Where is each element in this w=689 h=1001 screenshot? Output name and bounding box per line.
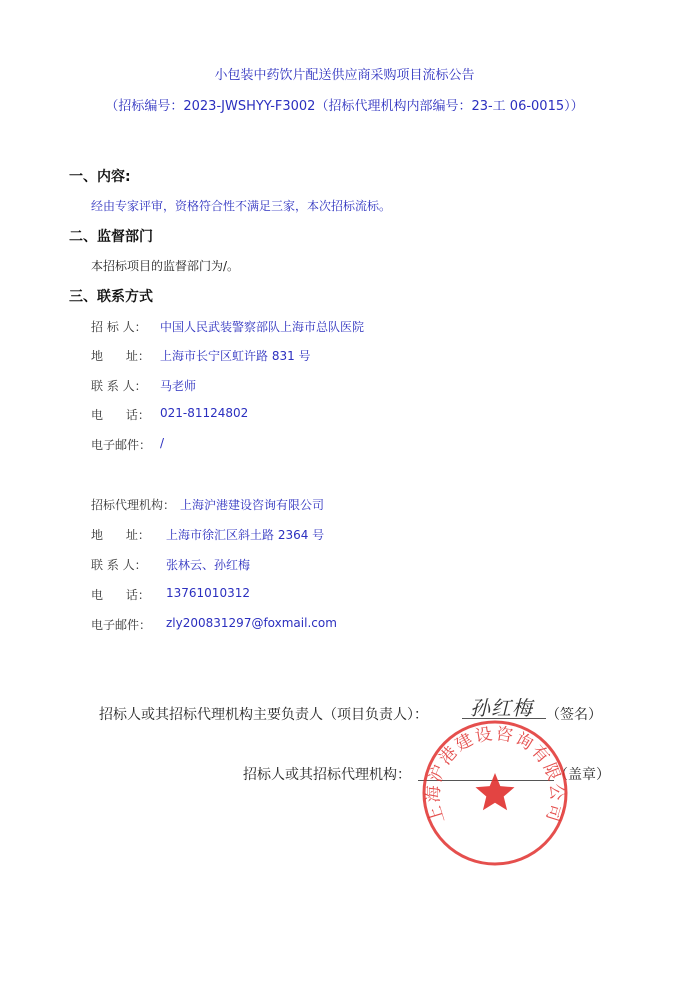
agency-contact: 张林云、孙红梅 — [166, 558, 251, 572]
tenderer-name: 中国人民武装警察部队上海市总队医院 — [160, 320, 365, 334]
sign-note: （签名） — [546, 707, 602, 723]
seal-star-icon — [476, 773, 515, 810]
tenderer-email-label: 电子邮件： — [91, 438, 152, 452]
agency-address: 上海市徐汇区斜土路 2364 号 — [166, 528, 325, 542]
tenderer-name-label: 招 标 人： — [91, 320, 147, 334]
agency-name-label: 招标代理机构： — [91, 498, 176, 512]
responsible-person-label: 招标人或其招标代理机构主要负责人（项目负责人）： — [99, 707, 428, 723]
agency-contact-label: 联 系 人： — [91, 558, 147, 572]
agency-phone: 13761010312 — [166, 586, 250, 600]
tenderer-contact: 马老师 — [160, 379, 197, 393]
seal-note: （盖章） — [554, 767, 610, 783]
page-title: 小包装中药饮片配送供应商采购项目流标公告 — [214, 68, 475, 83]
agency-name: 上海沪港建设咨询有限公司 — [180, 498, 325, 512]
tenderer-phone: 021-81124802 — [160, 406, 249, 420]
section-supervision-heading: 二、监督部门 — [69, 229, 153, 245]
handwritten-signature: 孙红梅 — [470, 696, 533, 720]
seal-text: 上海沪港建设咨询有限公司 — [423, 723, 567, 826]
tenderer-address-label: 地 址： — [91, 349, 150, 363]
tenderer-email: / — [160, 436, 165, 450]
company-seal — [420, 718, 570, 868]
section-contact-heading: 三、联系方式 — [69, 289, 153, 305]
tender-number: （招标编号：2023-JWSHYY-F3002（招标代理机构内部编号：23-工 06-0015）） — [105, 99, 584, 114]
section-content-heading: 一、内容: — [69, 169, 131, 185]
tenderer-phone-label: 电 话： — [91, 408, 150, 422]
agency-email-label: 电子邮件： — [91, 618, 152, 632]
agency-email: zly200831297@foxmail.com — [166, 616, 337, 630]
tenderer-address: 上海市长宁区虹许路 831 号 — [160, 349, 311, 363]
agency-phone-label: 电 话： — [91, 588, 150, 602]
agency-address-label: 地 址： — [91, 528, 150, 542]
organization-label: 招标人或其招标代理机构： — [243, 767, 411, 783]
section-supervision-text: 本招标项目的监督部门为/。 — [91, 259, 240, 273]
section-content-text: 经由专家评审，资格符合性不满足三家，本次招标流标。 — [91, 199, 392, 213]
tenderer-contact-label: 联 系 人： — [91, 379, 147, 393]
